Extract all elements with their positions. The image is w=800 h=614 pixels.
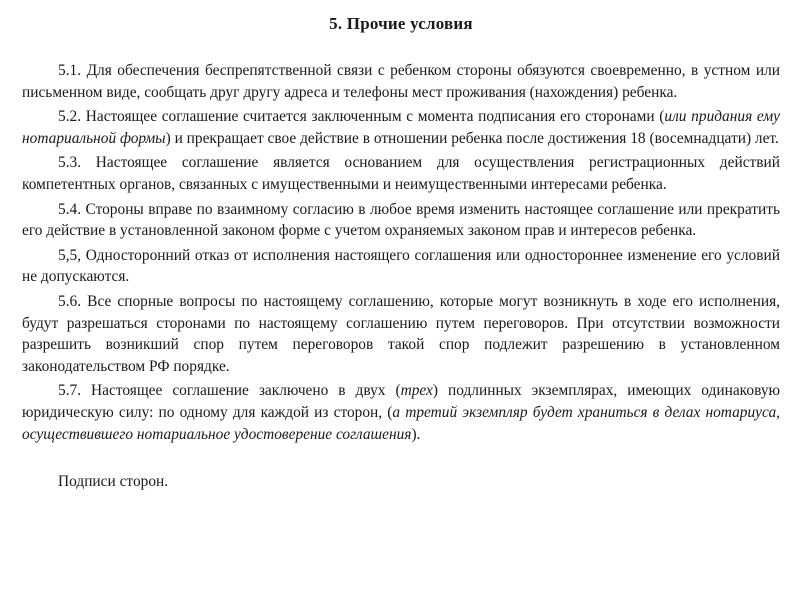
clause-italic-text: а третий экземпляр будет храниться в делах нотариуса, осуществившего нотариальное удостоверение соглашения xyxy=(22,403,780,443)
clause-paragraph xyxy=(22,60,780,103)
section-title: 5. Прочие условия xyxy=(329,14,473,33)
clause-paragraph xyxy=(22,291,780,377)
clause-italic-text: или придания ему нотариальной формы xyxy=(22,108,780,147)
clause-text: ) подлинных экземплярах, имеющих одинаковую юридическую силу: по одному для каждой из сторон, ( xyxy=(22,382,781,421)
clause-text: 5,5, Односторонний отказ от исполнения настоящего соглашения или одностороннее изменение его условий не допускаются. xyxy=(22,246,780,286)
clause-text: 5.1. Для обеспечения беспрепятственной связи с ребенком стороны обязуются своевременно, в устном или письменном виде, сообщать друг другу адреса и телефоны мест проживания (нахождения) ребенка. xyxy=(22,62,780,101)
clause-text: ) и прекращает свое действие в отношении ребенка после достижения 18 (восемнадцати) лет. xyxy=(165,129,779,147)
clause-text: 5.4. Стороны вправе по взаимному согласию в любое время изменить настоящее соглашение или прекратить его действие в установленной законом форме с учетом охраняемых законом прав и интересов ребенка. xyxy=(22,200,780,240)
clause-paragraph xyxy=(22,106,780,149)
clauses-container xyxy=(22,60,780,445)
clause-paragraph xyxy=(22,380,780,445)
clause-paragraph xyxy=(22,152,780,195)
clause-text: 5.2. Настоящее соглашение считается заключенным с момента подписания его сторонами ( xyxy=(58,108,665,126)
clause-text: 5.7. Настоящее соглашение заключено в двух ( xyxy=(58,382,401,400)
clause-text: 5.6. Все спорные вопросы по настоящему соглашению, которые могут возникнуть в ходе его исполнения, будут разрешаться сторонами по настоящему соглашению путем переговоров. При отсутствии возможности разрешить возникший спор путем переговоров такой спор подлежит разрешению в установленном законодательством РФ порядке. xyxy=(22,292,780,375)
clause-text: ). xyxy=(411,425,421,443)
signatures-line: Подписи сторон. xyxy=(58,473,169,491)
clause-text: 5.3. Настоящее соглашение является основанием для осуществления регистрационных действий компетентных органов, связанных с имущественными и неимущественными интересами ребенка. xyxy=(22,154,780,193)
clause-paragraph xyxy=(22,245,780,288)
clause-paragraph xyxy=(22,199,780,242)
clause-italic-text: трех xyxy=(400,382,433,400)
